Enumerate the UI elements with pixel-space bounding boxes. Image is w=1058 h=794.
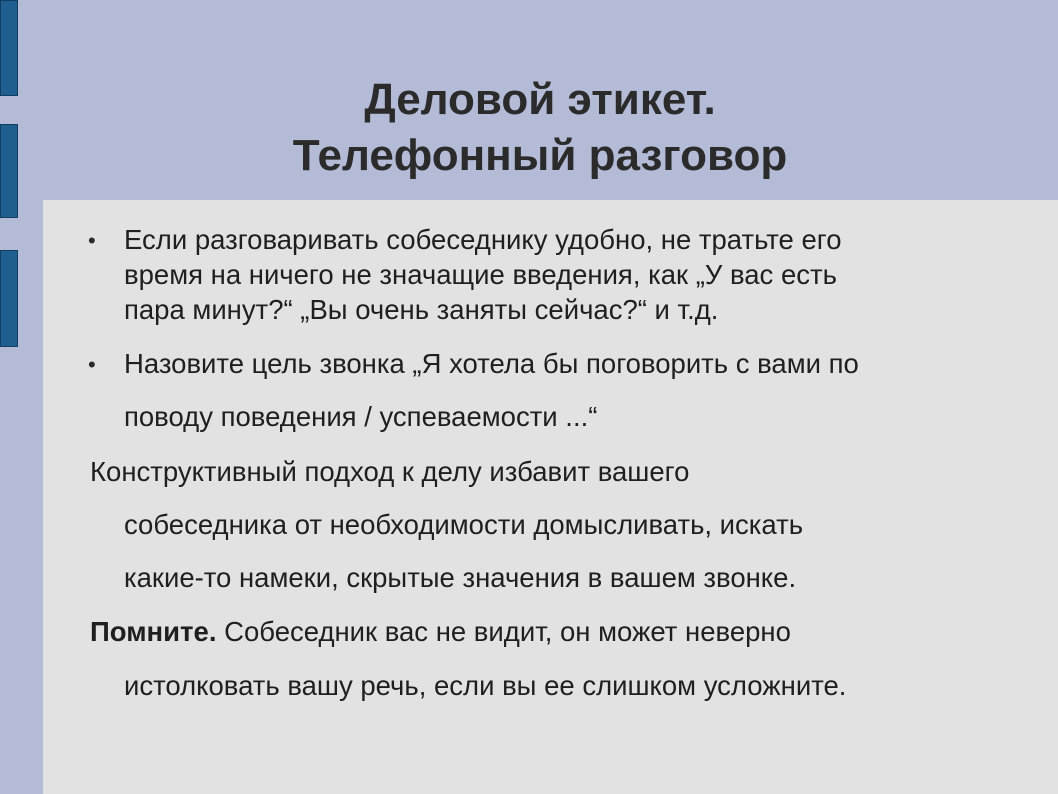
bullet-line: поводу поведения / успеваемости ...“ [124,401,598,432]
left-accent-bar [0,0,20,794]
accent-block [0,124,18,218]
emphasis-lead: Помните. [90,616,217,647]
paragraph-line: какие-то намеки, скрытые значения в вашем звонке. [124,562,797,593]
bullet-line: Если разговаривать собеседнику удобно, не тратьте его [124,224,842,255]
bullet-dot-icon: • [88,352,96,377]
bullet-line: время на ничего не значащие введения, как „У вас есть [124,259,837,290]
accent-block [0,0,18,96]
bullet-line: Назовите цель звонка „Я хотела бы поговорить с вами по [124,348,859,379]
bullet-dot-icon: • [88,228,96,253]
title-line-2: Телефонный разговор [292,131,788,180]
paragraph-line: истолковать вашу речь, если вы ее слишком усложните. [124,670,847,701]
bullet-line: пара минут?“ „Вы очень заняты сейчас?“ и т.д. [124,294,719,325]
paragraph-line: Конструктивный подход к делу избавит вашего [90,456,690,487]
content-panel [43,200,1058,794]
paragraph-text: Собеседник вас не видит, он может неверно [216,616,791,647]
title-line-1: Деловой этикет. [364,75,716,124]
paragraph-line: собеседника от необходимости домысливать, искать [124,509,804,540]
slide-title [40,72,1040,184]
accent-block [0,250,18,347]
paragraph-line [90,616,791,648]
